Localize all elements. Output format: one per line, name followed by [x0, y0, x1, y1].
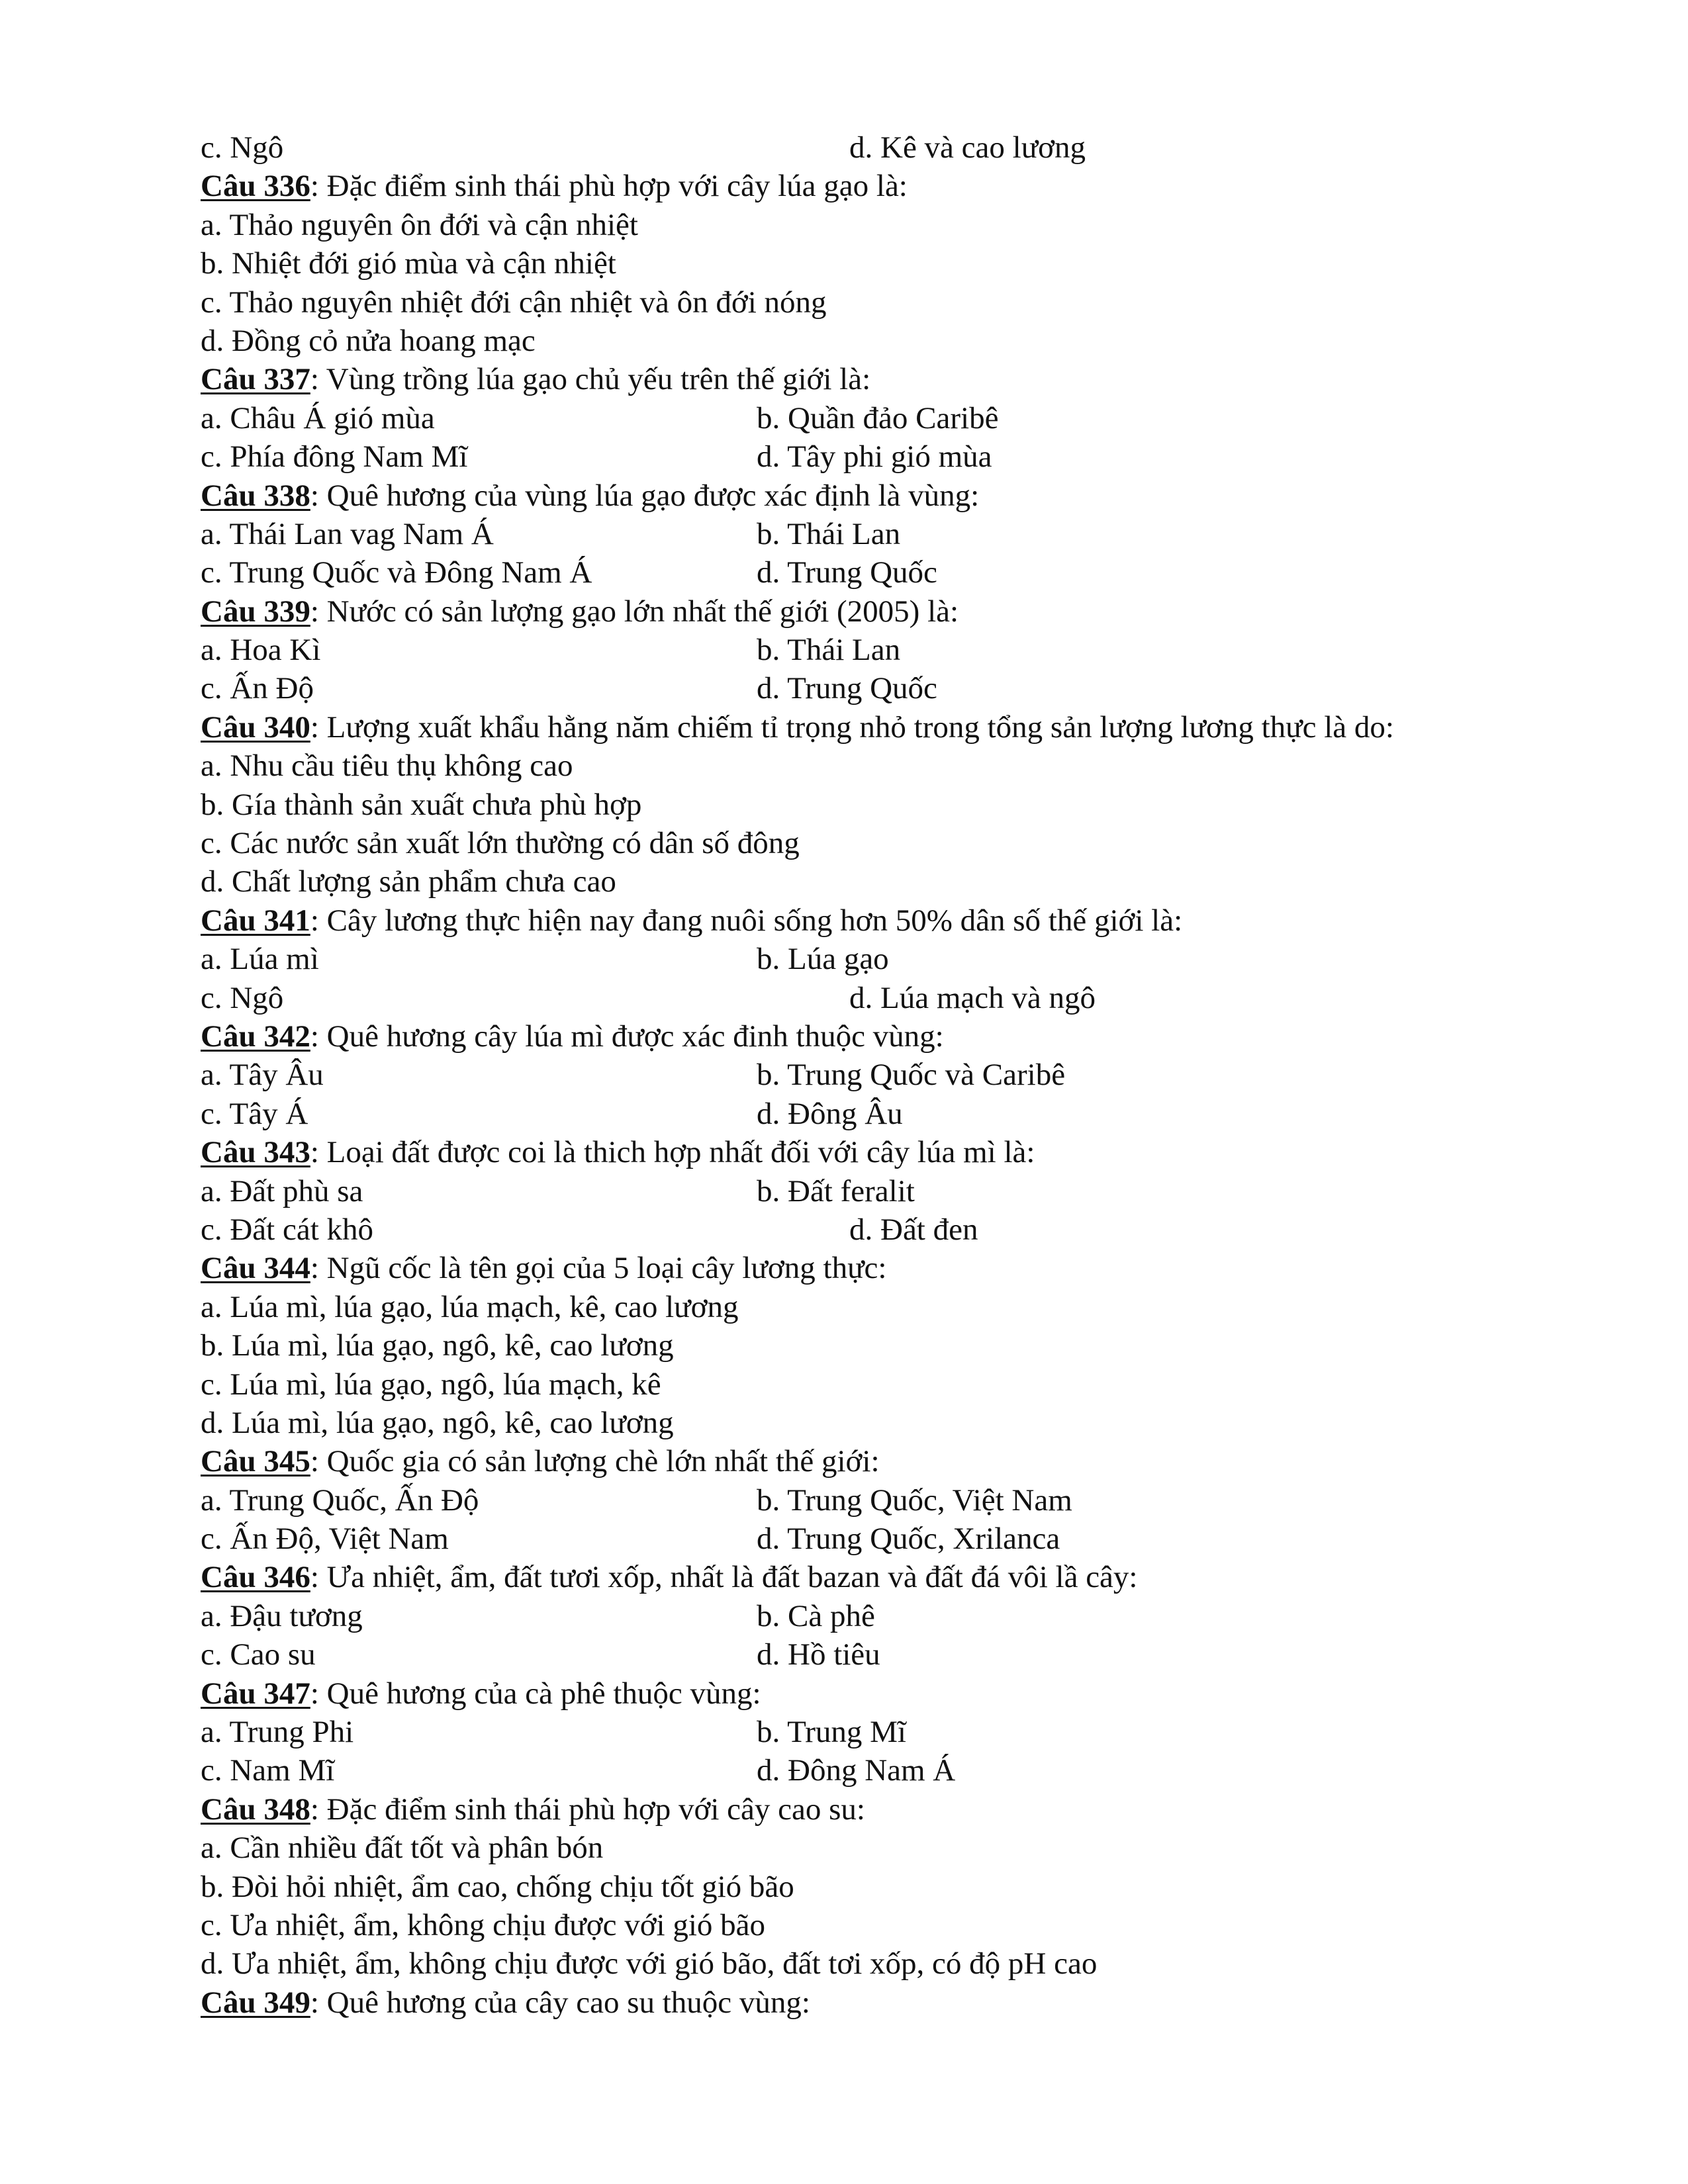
option-d: d. Trung Quốc, Xrilanca — [757, 1522, 1060, 1557]
option-c: c. Ngô — [201, 130, 284, 165]
answer-row — [201, 940, 1524, 978]
option-c: c. Ấn Độ — [201, 671, 314, 706]
option-b: b. Nhiệt đới gió mùa và cận nhiệt — [201, 246, 616, 281]
option-c: c. Các nước sản xuất lớn thường có dân số đông — [201, 826, 800, 861]
option-b: b. Quần đảo Caribê — [757, 400, 999, 435]
option-b: b. Thái Lan — [757, 516, 901, 551]
question-number: Câu 343 — [201, 1135, 310, 1170]
option-c: c. Cao su — [201, 1637, 316, 1672]
option-a: a. Đất phù sa — [201, 1173, 363, 1208]
option-c: c. Ngô — [201, 980, 284, 1015]
option-d: d. Đất đen — [849, 1212, 978, 1247]
question-text: : Lượng xuất khẩu hằng năm chiếm tỉ trọng nhỏ trong tổng sản lượng lương thực là do: — [310, 709, 1394, 745]
question-text: : Quê hương của cà phê thuộc vùng: — [310, 1676, 761, 1711]
option-b: b. Gía thành sản xuất chưa phù hợp — [201, 787, 642, 822]
answer-row — [201, 631, 1524, 669]
option-b: b. Lúa mì, lúa gạo, ngô, kê, cao lương — [201, 1328, 674, 1363]
option-a: a. Đậu tương — [201, 1598, 363, 1633]
answer-row — [201, 437, 1524, 476]
option-b: b. Trung Mĩ — [757, 1715, 906, 1750]
question-345 — [201, 1442, 1524, 1480]
option-a: a. Lúa mì — [201, 942, 319, 977]
option-c: c. Đất cát khô — [201, 1212, 374, 1247]
option-c: c. Tây Á — [201, 1096, 308, 1131]
question-text: : Quốc gia có sản lượng chè lớn nhất thế giới: — [310, 1444, 880, 1479]
question-344 — [201, 1249, 1524, 1287]
question-number: Câu 349 — [201, 1985, 310, 2020]
question-338 — [201, 477, 1524, 515]
option-d: d. Lúa mì, lúa gạo, ngô, kê, cao lương — [201, 1405, 674, 1440]
question-text: : Nước có sản lượng gạo lớn nhất thế giới (2005) là: — [310, 594, 959, 629]
option-b: b. Lúa gạo — [757, 942, 889, 977]
option-d: d. Ưa nhiệt, ẩm, không chịu được với gió bão, đất tơi xốp, có độ pH cao — [201, 1946, 1098, 1981]
answer-row — [201, 1095, 1524, 1133]
option-a: a. Thái Lan vag Nam Á — [201, 516, 494, 551]
question-number: Câu 340 — [201, 709, 310, 745]
question-text: : Loại đất được coi là thich hợp nhất đối với cây lúa mì là: — [310, 1135, 1035, 1170]
answer-row — [201, 1172, 1524, 1210]
question-number: Câu 336 — [201, 169, 310, 204]
option-a: a. Tây Âu — [201, 1058, 324, 1093]
document-page — [201, 128, 1524, 2022]
question-348 — [201, 1790, 1524, 1829]
answer-row — [201, 979, 1524, 1017]
question-number: Câu 346 — [201, 1560, 310, 1595]
option-d: d. Trung Quốc — [757, 555, 937, 590]
answer-row — [201, 399, 1524, 437]
option-c: c. Lúa mì, lúa gạo, ngô, lúa mạch, kê — [201, 1367, 661, 1402]
option-a: a. Trung Phi — [201, 1715, 354, 1750]
option-c: c. Ưa nhiệt, ẩm, không chịu được với gió bão — [201, 1907, 766, 1942]
option-a: a. Lúa mì, lúa gạo, lúa mạch, kê, cao lương — [201, 1289, 739, 1324]
answer-row — [201, 1520, 1524, 1558]
option-d: d. Đông Nam Á — [757, 1753, 956, 1788]
answer-row — [201, 1713, 1524, 1751]
option-b: b. Cà phê — [757, 1598, 875, 1633]
option-d: d. Trung Quốc — [757, 671, 937, 706]
answer-row — [201, 553, 1524, 592]
question-341 — [201, 901, 1524, 940]
question-text: : Đặc điểm sinh thái phù hợp với cây lúa gạo là: — [310, 169, 908, 204]
question-text: : Quê hương của vùng lúa gạo được xác định là vùng: — [310, 478, 980, 513]
answer-row — [201, 669, 1524, 707]
answer-row — [201, 128, 1524, 167]
option-b: b. Trung Quốc và Caribê — [757, 1058, 1066, 1093]
option-c: c. Phía đông Nam Mĩ — [201, 439, 468, 475]
question-text: : Vùng trồng lúa gạo chủ yếu trên thế giới là: — [310, 362, 871, 397]
option-c: c. Trung Quốc và Đông Nam Á — [201, 555, 592, 590]
question-number: Câu 347 — [201, 1676, 310, 1711]
question-337 — [201, 360, 1524, 398]
question-number: Câu 344 — [201, 1251, 310, 1286]
question-number: Câu 345 — [201, 1444, 310, 1479]
question-347 — [201, 1674, 1524, 1713]
option-a: a. Trung Quốc, Ấn Độ — [201, 1482, 479, 1518]
option-c: c. Ấn Độ, Việt Nam — [201, 1522, 449, 1557]
question-text: : Quê hương cây lúa mì được xác đinh thuộc vùng: — [310, 1019, 944, 1054]
question-text: : Ưa nhiệt, ẩm, đất tươi xốp, nhất là đất bazan và đất đá vôi lầ cây: — [310, 1560, 1138, 1595]
option-a: a. Châu Á gió mùa — [201, 400, 435, 435]
question-text: : Cây lương thực hiện nay đang nuôi sống hơn 50% dân số thế giới là: — [310, 903, 1183, 938]
answer-row — [201, 1635, 1524, 1674]
answer-row — [201, 1056, 1524, 1094]
question-number: Câu 348 — [201, 1792, 310, 1827]
option-d: d. Đồng cỏ nửa hoang mạc — [201, 323, 536, 358]
answer-row — [201, 1481, 1524, 1520]
answer-row — [201, 515, 1524, 553]
option-b: b. Thái Lan — [757, 633, 901, 668]
question-number: Câu 337 — [201, 362, 310, 397]
option-b: b. Trung Quốc, Việt Nam — [757, 1482, 1072, 1518]
option-d: d. Lúa mạch và ngô — [849, 980, 1096, 1015]
question-349 — [201, 1983, 1524, 2022]
question-number: Câu 339 — [201, 594, 310, 629]
question-342 — [201, 1017, 1524, 1056]
option-a: a. Thảo nguyên ôn đới và cận nhiệt — [201, 207, 638, 242]
question-number: Câu 342 — [201, 1019, 310, 1054]
option-d: d. Kê và cao lương — [849, 130, 1086, 165]
question-number: Câu 338 — [201, 478, 310, 513]
option-d: d. Hồ tiêu — [757, 1637, 880, 1672]
option-b: b. Đất feralit — [757, 1173, 915, 1208]
question-339 — [201, 592, 1524, 631]
question-343 — [201, 1133, 1524, 1171]
question-346 — [201, 1558, 1524, 1596]
answer-row — [201, 1597, 1524, 1635]
option-a: a. Hoa Kì — [201, 633, 321, 668]
option-d: d. Đông Âu — [757, 1096, 903, 1131]
question-336 — [201, 167, 1524, 205]
option-b: b. Đòi hỏi nhiệt, ẩm cao, chống chịu tốt gió bão — [201, 1869, 794, 1904]
question-text: : Ngũ cốc là tên gọi của 5 loại cây lương thực: — [310, 1251, 887, 1286]
answer-row — [201, 1210, 1524, 1249]
question-340 — [201, 708, 1524, 747]
question-text: : Đặc điểm sinh thái phù hợp với cây cao su: — [310, 1792, 865, 1827]
answer-row — [201, 1751, 1524, 1790]
option-d: d. Tây phi gió mùa — [757, 439, 992, 475]
option-d: d. Chất lượng sản phẩm chưa cao — [201, 864, 616, 899]
option-c: c. Thảo nguyên nhiệt đới cận nhiệt và ôn đới nóng — [201, 285, 827, 320]
question-number: Câu 341 — [201, 903, 310, 938]
option-c: c. Nam Mĩ — [201, 1753, 335, 1788]
option-a: a. Cần nhiều đất tốt và phân bón — [201, 1831, 604, 1866]
question-text: : Quê hương của cây cao su thuộc vùng: — [310, 1985, 810, 2020]
option-a: a. Nhu cầu tiêu thụ không cao — [201, 749, 573, 784]
